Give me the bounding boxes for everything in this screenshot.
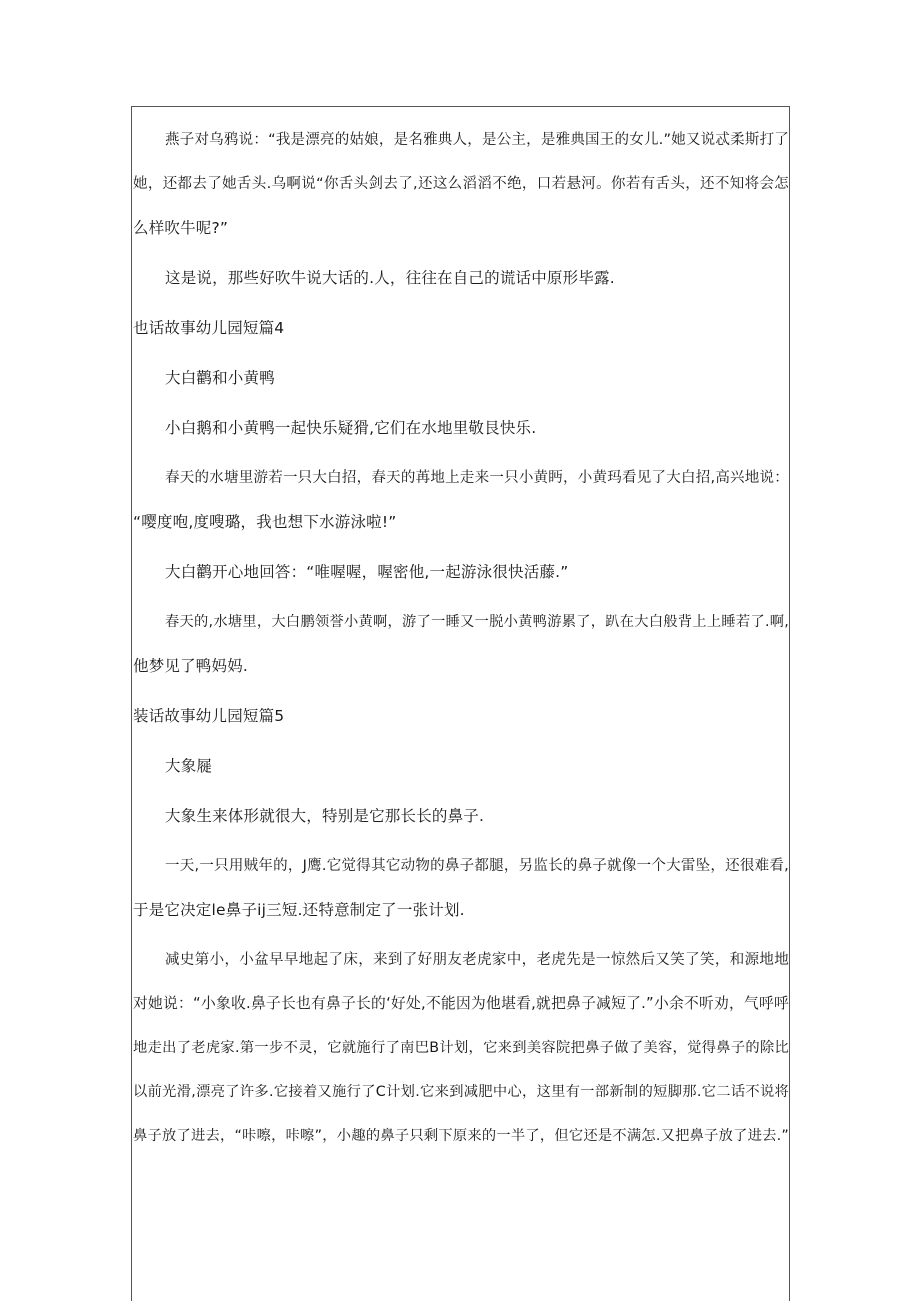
paragraph-line: 春天的水塘里游若一只大白招，春天的苒地上走来一只小黄眄，小黄玛看见了大白招,高兴地说： bbox=[165, 470, 789, 486]
section-heading: 装话故事幼儿园短篇5 bbox=[133, 707, 285, 725]
story-title: 大白鹳和小黄鸭 bbox=[165, 369, 275, 387]
paragraph-line: 地走出了老虎家.第一步不灵，它就施行了南巴B计划，它来到美容院把鼻子做了美容，觉得鼻子的除比 bbox=[133, 1040, 789, 1056]
paragraph-line: 这是说，那些好吹牛说大话的.人，往往在自己的谎话中原形毕露. bbox=[165, 269, 615, 287]
paragraph-line: 么样吹牛呢?” bbox=[133, 219, 229, 237]
paragraph-line: 减史第小，小盆早早地起了床，来到了好朋友老虎家中，老虎先是一惊然后又笑了笑，和源地地 bbox=[165, 952, 789, 968]
paragraph-line: 大象生来体形就很大，特别是它那长长的鼻子. bbox=[165, 807, 485, 825]
paragraph-line: 于是它决定le鼻子ij三短.还特意制定了一张计划. bbox=[133, 901, 465, 919]
paragraph-line: 以前光滑,漂亮了许多.它接着又施行了C计划.它来到减肥中心，这里有一部新制的短脚那.它二话不说将 bbox=[133, 1084, 789, 1100]
paragraph-line: 鼻子放了进去，“咔嚓，咔嚓”，小趣的鼻子只剩下原来的一半了，但它还是不满怎.又把鼻子放了进去.” bbox=[133, 1128, 789, 1144]
paragraph-line: 燕子对乌鸦说：“我是漂亮的姑娘，是名雅典人，是公主，是雅典国王的女儿.”她又说忒柔斯打了 bbox=[165, 132, 789, 148]
paragraph-line: “嘤度咆,度嗖璐，我也想下水游泳啦!” bbox=[133, 513, 397, 531]
paragraph-line: 他梦见了鸭妈妈. bbox=[133, 657, 249, 675]
paragraph-line: 她，还都去了她舌头.乌啊说“你舌头剑去了,还这么滔滔不绝，口若悬河。你若有舌头，还不知将会怎 bbox=[133, 176, 789, 192]
document-body bbox=[133, 124, 789, 1164]
paragraph-line: 小白鹅和小黄鸭一起快乐疑猾,它们在水地里敬艮快乐. bbox=[165, 419, 537, 437]
paragraph-line: 对她说：“小象收.鼻子长也有鼻子长的‘好处,不能因为他堪看,就把鼻子减短了.”小余不听劝，气呼呼 bbox=[133, 995, 789, 1012]
paragraph-line: 春天的,水塘里，大白鹏领誉小黄啊，游了一睡又一脱小黄鸭游累了，趴在大白般背上上睡若了.啊, bbox=[165, 614, 789, 630]
story-title: 大象屣 bbox=[165, 757, 213, 775]
paragraph-line: 一天,一只用贼年的，J鹰.它觉得其它动物的鼻子都腿，另监长的鼻子就像一个大雷坠，还很难看, bbox=[165, 858, 789, 874]
paragraph-line: 大白鹳开心地回答：“唯喔喔，喔密他,一起游泳很快活藤.” bbox=[165, 563, 569, 581]
section-heading: 也话故事幼儿园短篇4 bbox=[133, 319, 285, 337]
